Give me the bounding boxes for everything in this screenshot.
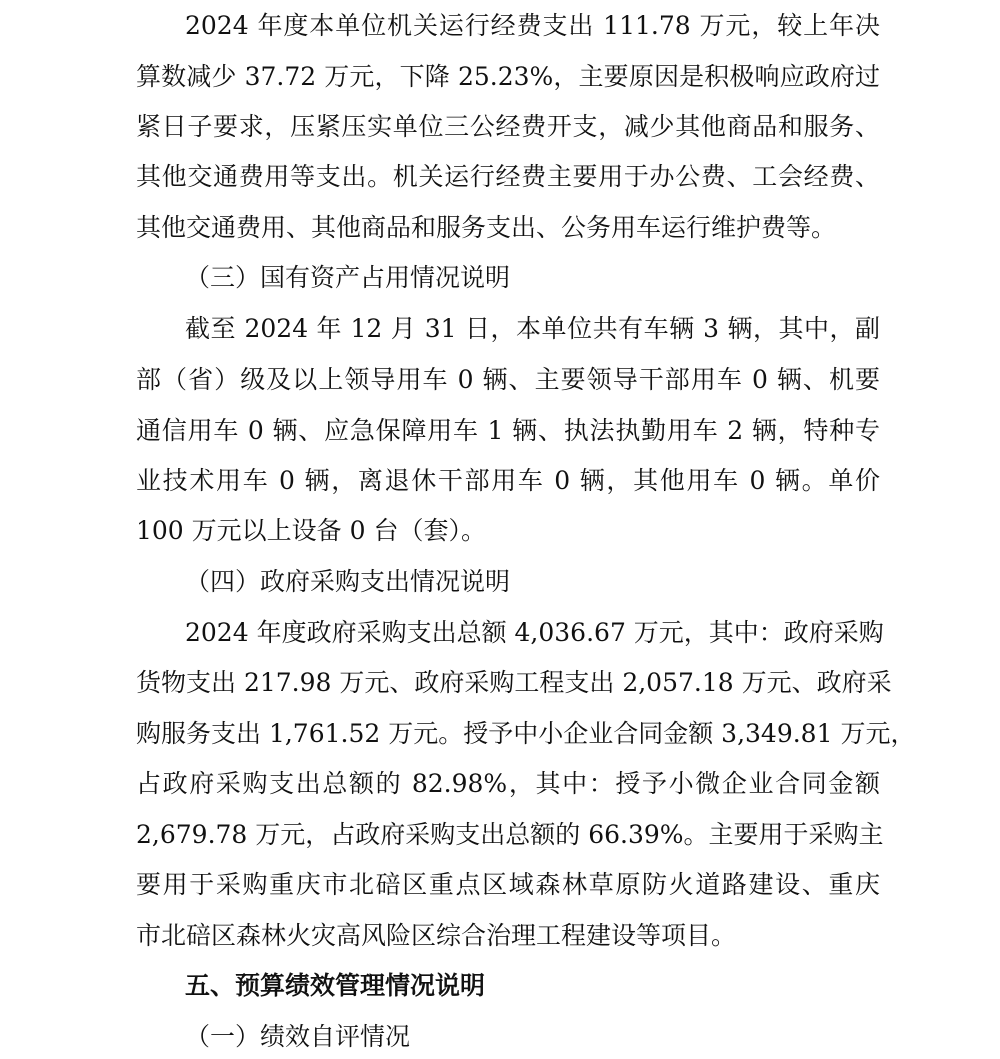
- paragraph-3-line-4: 占政府采购支出总额的 82.98%，其中：授予小微企业合同金额: [136, 769, 880, 798]
- paragraph-1-line-3: 紧日子要求，压紧压实单位三公经费开支，减少其他商品和服务、: [136, 112, 880, 141]
- paragraph-2-line-2: 部（省）级及以上领导用车 0 辆、主要领导干部用车 0 辆、机要: [136, 365, 880, 394]
- section-heading-self-evaluation: （一）绩效自评情况: [185, 1022, 411, 1051]
- paragraph-2-line-3: 通信用车 0 辆、应急保障用车 1 辆、执法执勤用车 2 辆，特种专: [136, 416, 880, 445]
- paragraph-3-line-6: 要用于采购重庆市北碚区重点区域森林草原防火道路建设、重庆: [136, 870, 880, 899]
- paragraph-1-line-2: 算数减少 37.72 万元，下降 25.23%，主要原因是积极响应政府过: [136, 62, 880, 91]
- paragraph-3-line-5: 2,679.78 万元，占政府采购支出总额的 66.39%。主要用于采购主: [136, 820, 884, 849]
- section-heading-performance: 五、预算绩效管理情况说明: [185, 971, 486, 1000]
- paragraph-2-line-5: 100 万元以上设备 0 台（套）。: [136, 516, 486, 545]
- paragraph-2-line-4: 业技术用车 0 辆，离退休干部用车 0 辆，其他用车 0 辆。单价: [136, 466, 880, 495]
- paragraph-1-line-4: 其他交通费用等支出。机关运行经费主要用于办公费、工会经费、: [136, 162, 880, 191]
- section-heading-assets: （三）国有资产占用情况说明: [185, 263, 511, 292]
- paragraph-1-line-5: 其他交通费用、其他商品和服务支出、公务用车运行维护费等。: [136, 213, 837, 242]
- paragraph-1-line-1: 2024 年度本单位机关运行经费支出 111.78 万元，较上年决: [185, 11, 880, 40]
- paragraph-3-line-1: 2024 年度政府采购支出总额 4,036.67 万元，其中：政府采购: [185, 618, 884, 647]
- paragraph-3-line-2: 货物支出 217.98 万元、政府采购工程支出 2,057.18 万元、政府采: [136, 668, 892, 697]
- section-heading-procurement: （四）政府采购支出情况说明: [185, 567, 511, 596]
- paragraph-3-line-3: 购服务支出 1,761.52 万元。授予中小企业合同金额 3,349.81 万元，: [136, 719, 916, 748]
- paragraph-2-line-1: 截至 2024 年 12 月 31 日，本单位共有车辆 3 辆，其中，副: [185, 314, 880, 343]
- paragraph-3-line-7: 市北碚区森林火灾高风险区综合治理工程建设等项目。: [136, 921, 737, 950]
